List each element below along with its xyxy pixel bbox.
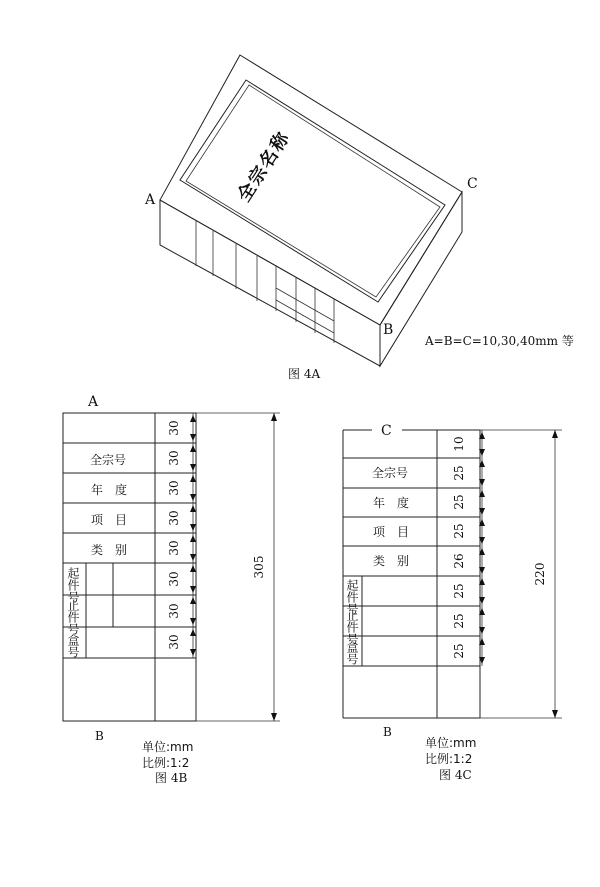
fig4b-total-dim: 305 bbox=[252, 555, 266, 579]
fig4c-row-dim-2: 25 bbox=[452, 465, 466, 481]
fig4b-row-label-4: 项 目 bbox=[91, 513, 128, 527]
fig4c-caption: 图 4C bbox=[439, 768, 472, 782]
fig4c-row-dim-6: 25 bbox=[452, 583, 466, 599]
fig4b-unit: 单位:mm bbox=[142, 740, 194, 754]
fig4c-row-dim-1: 10 bbox=[452, 436, 466, 452]
fig4a-box bbox=[160, 55, 462, 366]
fig4c-row-dim-4: 25 bbox=[452, 523, 466, 539]
fig4b-row-dim-4: 30 bbox=[167, 510, 181, 526]
fig4a-corner-c: C bbox=[467, 176, 478, 192]
fig4c-unit: 单位:mm bbox=[425, 736, 477, 750]
fig4c-row-dim-7: 25 bbox=[452, 613, 466, 629]
fig4c-total-dim: 220 bbox=[533, 562, 547, 586]
fig4b-row-label-2: 全宗号 bbox=[90, 453, 127, 467]
fig4c-top-label: C bbox=[381, 423, 392, 439]
fig4b-row-label-3: 年 度 bbox=[91, 483, 128, 497]
fig4c-scale: 比例:1:2 bbox=[425, 752, 473, 766]
fig4b-row-dim-6: 30 bbox=[167, 571, 181, 587]
fig4b-row-dim-3: 30 bbox=[167, 480, 181, 496]
fig4b-row-label-7: 止件号 bbox=[66, 599, 80, 635]
fig4b-row-dim-8: 30 bbox=[167, 634, 181, 650]
fig4c-row-label-3: 年 度 bbox=[373, 496, 410, 510]
fig4b-row-label-6: 起件号 bbox=[66, 567, 80, 603]
fig4b-bottom-label: B bbox=[95, 729, 104, 743]
fig4b-row-dim-1: 30 bbox=[167, 420, 181, 436]
fig4c-row-label-2: 全宗号 bbox=[372, 466, 409, 480]
fig4c-row-label-7: 止件号 bbox=[345, 609, 359, 645]
fig4b-top-label: A bbox=[88, 394, 99, 410]
fig4b-row-label-8: 盒号 bbox=[66, 634, 80, 658]
fig4a-caption: 图 4A bbox=[288, 367, 321, 381]
fig4c-row-label-8: 盒号 bbox=[345, 641, 359, 665]
fig4b-scale: 比例:1:2 bbox=[142, 756, 190, 770]
fig4a-corner-b: B bbox=[383, 322, 394, 338]
fig4b-row-dim-7: 30 bbox=[167, 603, 181, 619]
fig4c-bottom-label: B bbox=[383, 725, 392, 739]
fig4c-row-dim-5: 26 bbox=[452, 553, 466, 569]
fig4b-row-dim-2: 30 bbox=[167, 450, 181, 466]
fig4b-caption: 图 4B bbox=[155, 771, 188, 785]
fig4c-row-label-5: 类 别 bbox=[373, 554, 410, 568]
fig4a-corner-a: A bbox=[145, 192, 156, 208]
fig4c-row-label-6: 起件号 bbox=[345, 579, 359, 615]
fig4a-note: A=B=C=10,30,40mm 等 bbox=[425, 334, 574, 348]
fig4b-row-dim-5: 30 bbox=[167, 540, 181, 556]
fig4c-row-dim-8: 25 bbox=[452, 643, 466, 659]
fig4c-row-label-4: 项 目 bbox=[373, 525, 410, 539]
fig4b-row-label-5: 类 别 bbox=[91, 543, 128, 557]
fig4a-cover-title: 全宗名称 bbox=[233, 127, 295, 206]
fig4c-row-dim-3: 25 bbox=[452, 494, 466, 510]
